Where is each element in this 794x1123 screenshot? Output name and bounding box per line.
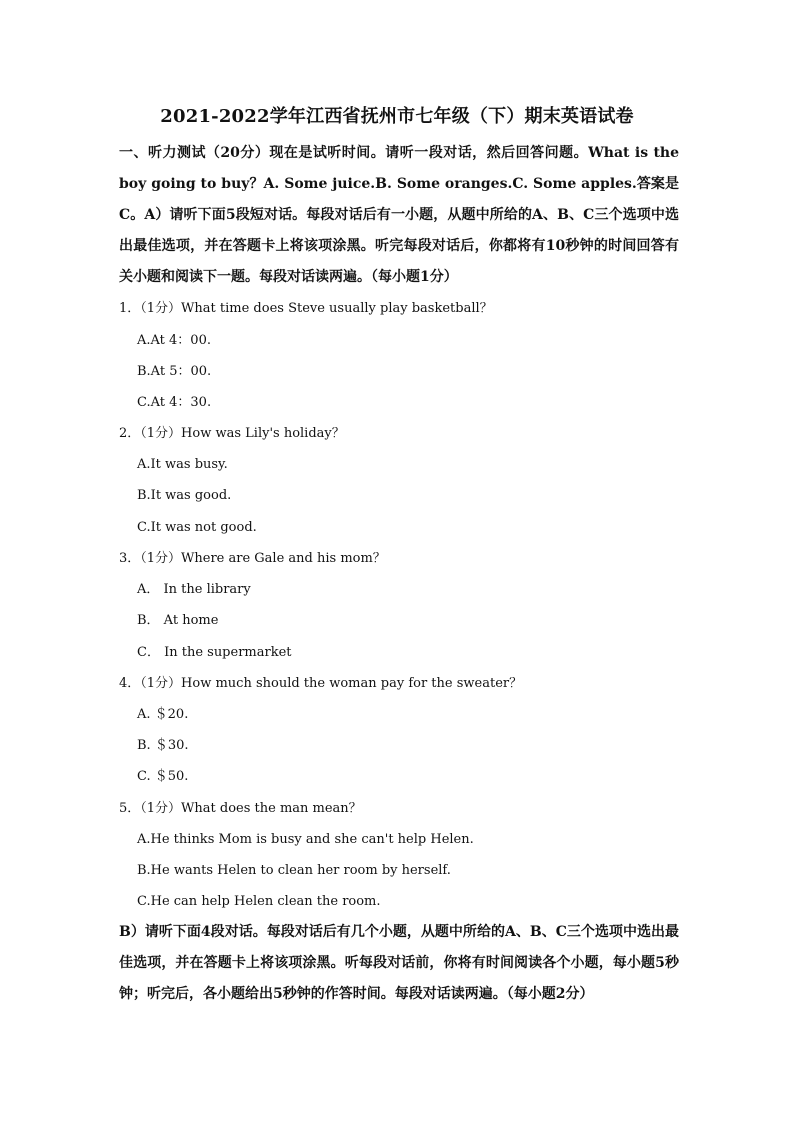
question-4-option-c: C. ＄50. (137, 769, 189, 784)
question-3-stem: 3．（1分）Where are Gale and his mom？ (119, 551, 386, 566)
section-b-instructions: B）请听下面4段对话。每段对话后有几个小题，从题中所给的A、B、C三个选项中选出最佳选项，并在答题卡上将该项涂黑。听每段对话前，你将有时间阅读各个小题，每小题5秒钟；听完后，各小题给出5秒钟的作答时间。每段对话读两遍。（每小题2分） (119, 924, 679, 1002)
question-3-option-b: B． At home (137, 613, 219, 628)
question-1-option-b: B.At 5：00. (137, 364, 212, 379)
question-2-option-b: B.It was good. (137, 488, 232, 503)
section-listening-instructions: 一、听力测试（20分）现在是试听时间。请听一段对话，然后回答问题。What is the boy going to buy？A. Some juice.B. Some oranges.C. Some apples.答案是C。A）请听下面5段短对话。每段对话后有一小题，从题中所给的A、B、C三个选项中选出最佳选项，并在答题卡上将该项涂黑。听完每段对话后，你都将有10秒钟的时间回答有关小题和阅读下一题。每段对话读两遍。（每小题1分） (119, 145, 679, 285)
question-4-option-a: A. ＄20. (137, 707, 189, 722)
question-1-option-c: C.At 4：30. (137, 395, 212, 410)
question-2-stem: 2．（1分）How was Lily's holiday？ (119, 426, 345, 441)
question-2-option-a: A.It was busy. (137, 457, 228, 472)
question-4-stem: 4．（1分）How much should the woman pay for the sweater？ (119, 676, 523, 691)
question-3-option-a: A． In the library (137, 582, 251, 597)
question-1-option-a: A.At 4：00. (137, 333, 211, 348)
question-5-option-a: A.He thinks Mom is busy and she can't help Helen. (137, 832, 474, 847)
question-2-option-c: C.It was not good. (137, 520, 257, 535)
question-5-stem: 5．（1分）What does the man mean？ (119, 801, 362, 816)
question-1-stem: 1．（1分）What time does Steve usually play basketball？ (119, 301, 493, 316)
question-4-option-b: B. ＄30. (137, 738, 189, 753)
question-5-option-b: B.He wants Helen to clean her room by herself. (137, 863, 451, 878)
question-5-option-c: C.He can help Helen clean the room. (137, 894, 381, 909)
question-3-option-c: C． In the supermarket (137, 645, 292, 660)
page-title: 2021-2022学年江西省抚州市七年级（下）期末英语试卷 (160, 106, 634, 127)
